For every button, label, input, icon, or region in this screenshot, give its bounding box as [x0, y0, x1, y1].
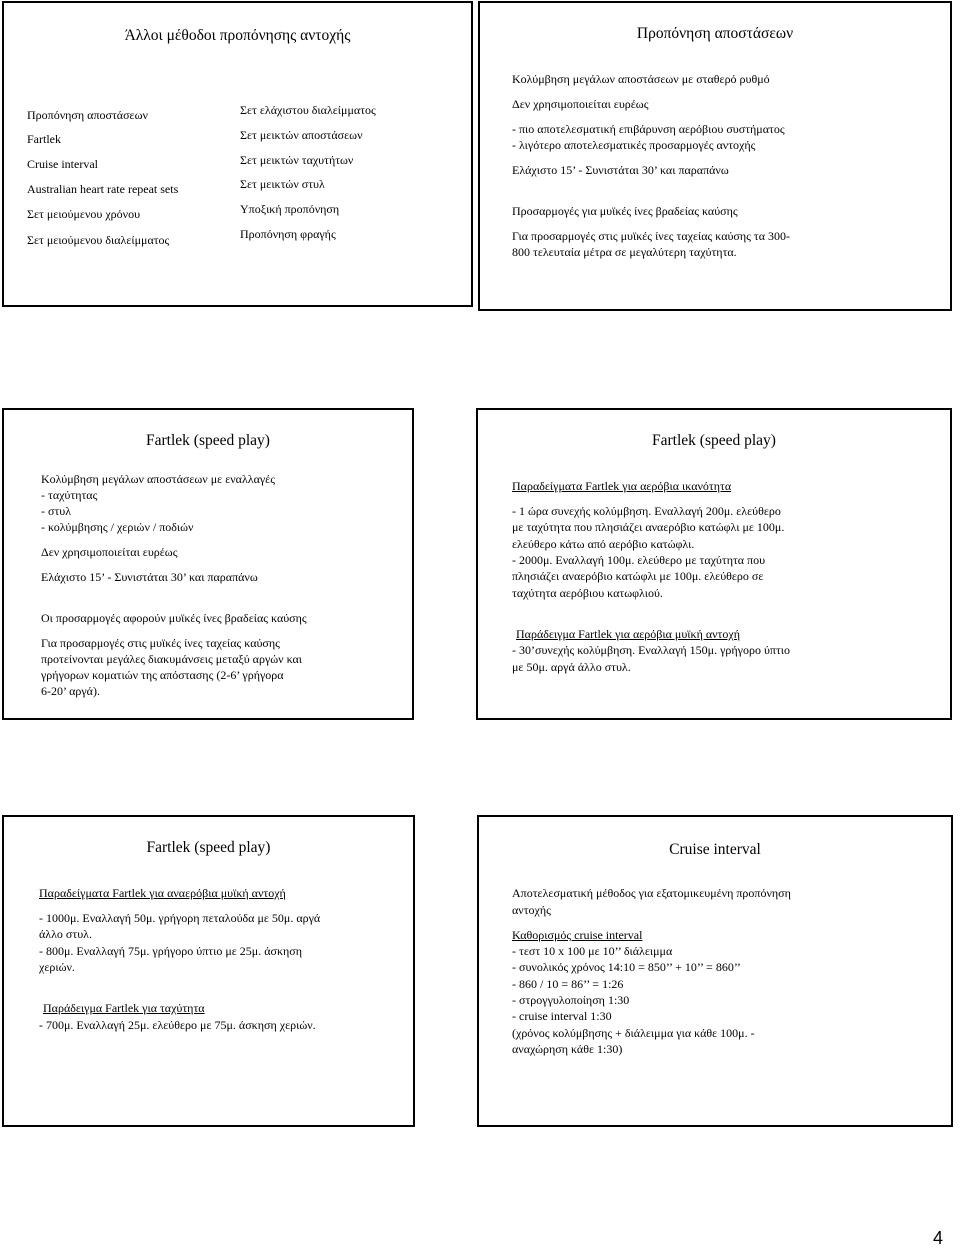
text-line: - 860 / 10 = 86’’ = 1:26: [512, 977, 624, 991]
list-item: Σετ μεικτών αποστάσεων: [240, 128, 363, 142]
text-line: ελεύθερο κάτω από αερόβιο κατώφλι.: [512, 537, 695, 551]
slide-distance-training: [478, 1, 952, 311]
slide-other-methods: [2, 1, 473, 307]
list-item: Προπόνηση φραγής: [240, 227, 336, 241]
list-item: Fartlek: [27, 132, 61, 146]
text-line: χεριών.: [39, 960, 75, 974]
section-heading: Παραδείγματα Fartlek για αερόβια ικανότητα: [512, 479, 732, 493]
list-item: Σετ μειούμενου χρόνου: [27, 207, 141, 221]
slide-title: Cruise interval: [669, 841, 761, 858]
list-item: Σετ μειούμενου διαλείμματος: [27, 233, 170, 247]
list-item: Υποξική προπόνηση: [240, 202, 340, 216]
text-line: Προσαρμογές για μυϊκές ίνες βραδείας καύσης: [512, 204, 738, 218]
text-line: γρήγορων κοματιών της απόστασης (2-6’ γρήγορα: [41, 668, 284, 682]
text-line: Δεν χρησιμοποιείται ευρέως: [41, 545, 178, 559]
list-item: Προπόνηση αποστάσεων: [27, 108, 148, 122]
slide-fartlek-aerobic: [476, 408, 952, 720]
section-heading: Παραδείγματα Fartlek για αναερόβια μυϊκή αντοχή: [39, 886, 286, 900]
text-line: - πιο αποτελεσματική επιβάρυνση αερόβιου συστήματος: [512, 122, 785, 136]
text-line: Για προσαρμογές στις μυϊκές ίνες ταχείας καύσης: [41, 636, 280, 650]
text-line: Αποτελεσματική μέθοδος για εξατομικευμένη προπόνηση: [512, 886, 791, 900]
text-line: - 700μ. Εναλλαγή 25μ. ελεύθερο με 75μ. άσκηση χεριών.: [39, 1018, 316, 1032]
page-number: 4: [933, 1228, 944, 1248]
text-line: πλησιάζει αναερόβιο κατώφλι με 100μ. ελεύθερο σε: [512, 569, 764, 583]
list-item: Cruise interval: [27, 157, 98, 171]
text-line: - cruise interval 1:30: [512, 1009, 612, 1023]
text-line: - λιγότερο αποτελεσματικές προσαρμογές αντοχής: [512, 138, 756, 152]
list-item: Σετ ελάχιστου διαλείμματος: [240, 103, 376, 117]
list-item: Australian heart rate repeat sets: [27, 182, 179, 196]
text-line: - στρογγυλοποίηση 1:30: [512, 993, 630, 1007]
text-line: - 1000μ. Εναλλαγή 50μ. γρήγορη πεταλούδα με 50μ. αργά: [39, 911, 321, 925]
text-line: Για προσαρμογές στις μυϊκές ίνες ταχείας καύσης τα 300-: [512, 229, 791, 243]
text-line: άλλο στυλ.: [39, 927, 92, 941]
text-line: Οι προσαρμογές αφορούν μυϊκές ίνες βραδείας καύσης: [41, 611, 307, 625]
text-line: - τεστ 10 x 100 με 10’’ διάλειμμα: [512, 944, 673, 958]
text-line: με ταχύτητα που πλησιάζει αναερόβιο κατώφλι με 100μ.: [512, 520, 785, 534]
slide-fartlek-anaerobic: [2, 815, 415, 1127]
text-line: προτείνονται μεγάλες διακυμάνσεις μεταξύ αργών και: [41, 652, 303, 666]
text-line: - ταχύτητας: [41, 488, 98, 502]
text-line: αναχώρηση κάθε 1:30): [512, 1042, 623, 1056]
text-line: Κολύμβηση μεγάλων αποστάσεων με σταθερό ρυθμό: [512, 72, 770, 86]
text-line: - κολύμβησης / χεριών / ποδιών: [41, 520, 194, 534]
text-line: - 30’συνεχής κολύμβηση. Εναλλαγή 150μ. γρήγορο ύπτιο: [512, 643, 790, 657]
text-line: - 2000μ. Εναλλαγή 100μ. ελεύθερο με ταχύτητα που: [512, 553, 766, 567]
list-item: Σετ μεικτών στυλ: [240, 177, 325, 191]
section-heading: Παράδειγμα Fartlek για αερόβια μυϊκή αντοχή: [516, 627, 740, 641]
text-line: Δεν χρησιμοποιείται ευρέως: [512, 97, 649, 111]
text-line: - συνολικός χρόνος 14:10 = 850’’ + 10’’ = 860’’: [512, 960, 741, 974]
text-line: Κολύμβηση μεγάλων αποστάσεων με εναλλαγές: [41, 472, 275, 486]
text-line: με 50μ. αργά άλλο στυλ.: [512, 660, 631, 674]
slide-cruise-interval: [477, 815, 953, 1127]
text-line: 800 τελευταία μέτρα σε μεγαλύτερη ταχύτητα.: [512, 245, 737, 259]
slide-title: Fartlek (speed play): [146, 432, 270, 449]
text-line: - 800μ. Εναλλαγή 75μ. γρήγορο ύπτιο με 25μ. άσκηση: [39, 944, 303, 958]
text-line: ταχύτητα αερόβιου κατωφλιού.: [512, 586, 663, 600]
section-heading: Καθορισμός cruise interval: [512, 928, 643, 942]
text-line: αντοχής: [512, 903, 551, 917]
text-line: 6-20’ αργά).: [41, 684, 100, 698]
slide-title: Προπόνηση αποστάσεων: [636, 25, 794, 42]
slide-fartlek-intro: [2, 408, 414, 720]
text-line: Ελάχιστο 15’ - Συνιστάται 30’ και παραπάνω: [512, 163, 729, 177]
slide-title: Fartlek (speed play): [652, 432, 776, 449]
list-item: Σετ μεικτών ταχυτήτων: [240, 153, 354, 167]
slide-title: Fartlek (speed play): [146, 839, 271, 856]
text-line: - 1 ώρα συνεχής κολύμβηση. Εναλλαγή 200μ. ελεύθερο: [512, 504, 781, 518]
text-line: Ελάχιστο 15’ - Συνιστάται 30’ και παραπάνω: [41, 570, 258, 584]
slide-title: Άλλοι μέθοδοι προπόνησης αντοχής: [124, 27, 351, 44]
text-line: (χρόνος κολύμβησης + διάλειμμα για κάθε 100μ. -: [512, 1026, 755, 1040]
section-heading: Παράδειγμα Fartlek για ταχύτητα: [43, 1001, 205, 1015]
text-line: - στυλ: [41, 504, 72, 518]
